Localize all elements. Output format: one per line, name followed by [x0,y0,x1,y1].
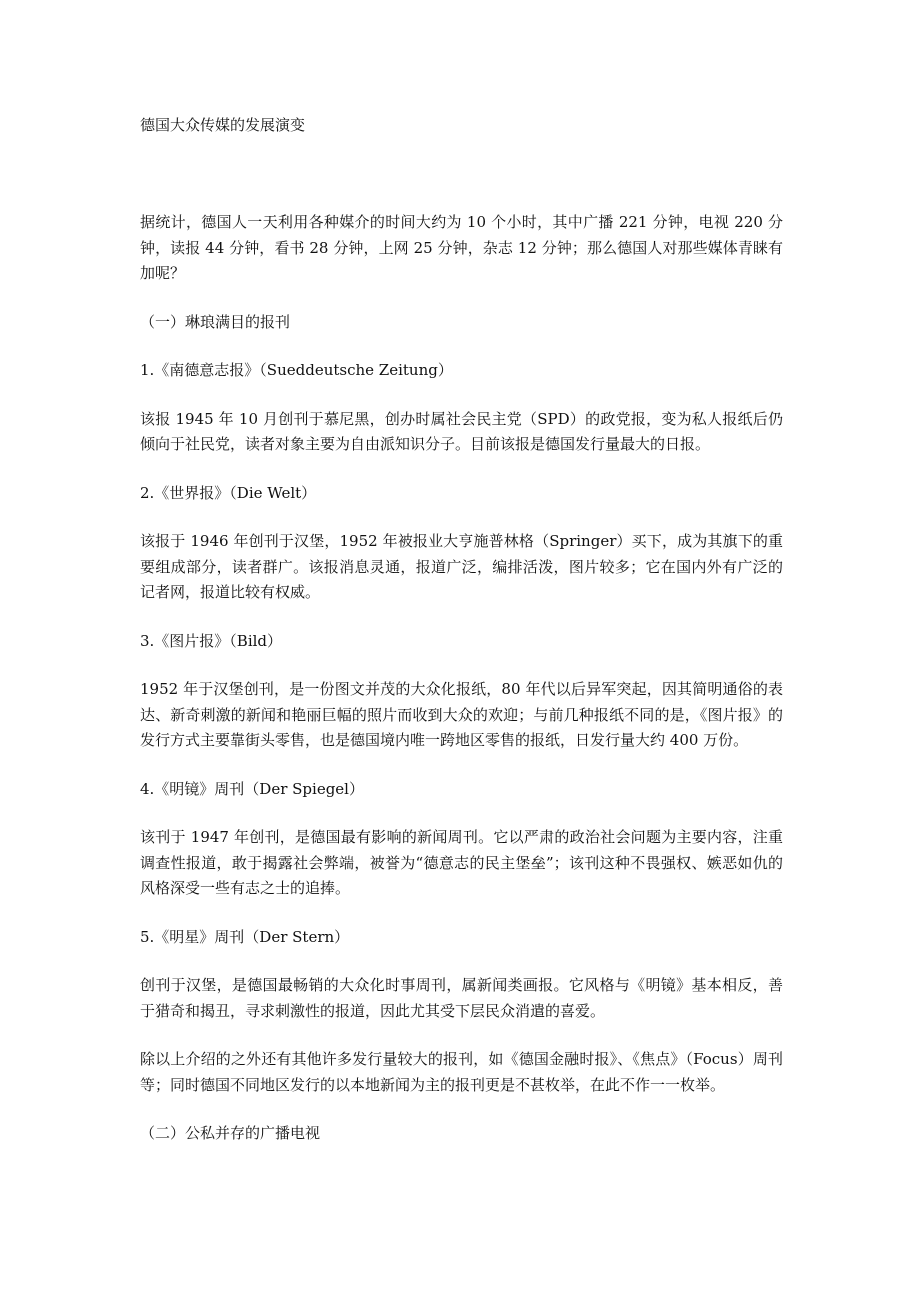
document-title: 德国大众传媒的发展演变 [140,116,306,134]
document-body [140,210,783,1170]
paragraph-other-newspapers: 除以上介绍的之外还有其他许多发行量较大的报刊，如《德国金融时报》、《焦点》（Focus）周刊等；同时德国不同地区发行的以本地新闻为主的报刊更是不甚枚举，在此不作一一枚举。 [140,1050,783,1094]
item-heading-bild: 3.《图片报》（Bild） [140,631,283,650]
section-heading-newspapers: （一）琳琅满目的报刊 [140,312,291,331]
item-heading-sueddeutsche: 1.《南德意志报》（Sueddeutsche Zeitung） [140,361,453,379]
paragraph-die-welt: 该报于 1946 年创刊于汉堡，1952 年被报业大亨施普林格（Springer）买下，成为其旗下的重要组成部分，读者群广。该报消息灵通，报道广泛，编排活泼，图片较多；它在国内外有广泛的记者网，报道比较有权威。 [140,532,783,601]
paragraph-sueddeutsche: 该报 1945 年 10 月创刊于慕尼黑，创办时属社会民主党（SPD）的政党报，变为私人报纸后仍倾向于社民党，读者对象主要为自由派知识分子。目前该报是德国发行量最大的日报。 [140,409,783,453]
paragraph-stern: 创刊于汉堡，是德国最畅销的大众化时事周刊，属新闻类画报。它风格与《明镜》基本相反，善于猎奇和揭丑，寻求刺激性的报道，因此尤其受下层民众消遣的喜爱。 [140,976,783,1020]
item-heading-die-welt: 2.《世界报》（Die Welt） [140,483,317,502]
section-heading-broadcasting: （二）公私并存的广播电视 [140,1124,321,1142]
item-heading-spiegel: 4.《明镜》周刊（Der Spiegel） [140,779,364,798]
item-heading-stern: 5.《明星》周刊（Der Stern） [140,927,350,946]
paragraph-bild: 1952 年于汉堡创刊，是一份图文并茂的大众化报纸，80 年代以后异军突起，因其简明通俗的表达、新奇刺激的新闻和艳丽巨幅的照片而收到大众的欢迎；与前几种报纸不同的是，《图片报》的发行方式主要靠街头零售，也是德国境内唯一跨地区零售的报纸，日发行量大约 400 万份。 [140,680,783,749]
paragraph-spiegel: 该刊于 1947 年创刊，是德国最有影响的新闻周刊。它以严肃的政治社会问题为主要内容，注重调查性报道，敢于揭露社会弊端，被誉为“德意志的民主堡垒”；该刊这种不畏强权、嫉恶如仇的风格深受一些有志之士的追捧。 [140,828,783,897]
intro-paragraph: 据统计，德国人一天利用各种媒介的时间大约为 10 个小时，其中广播 221 分钟，电视 220 分钟，读报 44 分钟，看书 28 分钟，上网 25 分钟，杂志 12 分钟；那么德国人对那些媒体青睐有加呢？ [140,213,783,282]
